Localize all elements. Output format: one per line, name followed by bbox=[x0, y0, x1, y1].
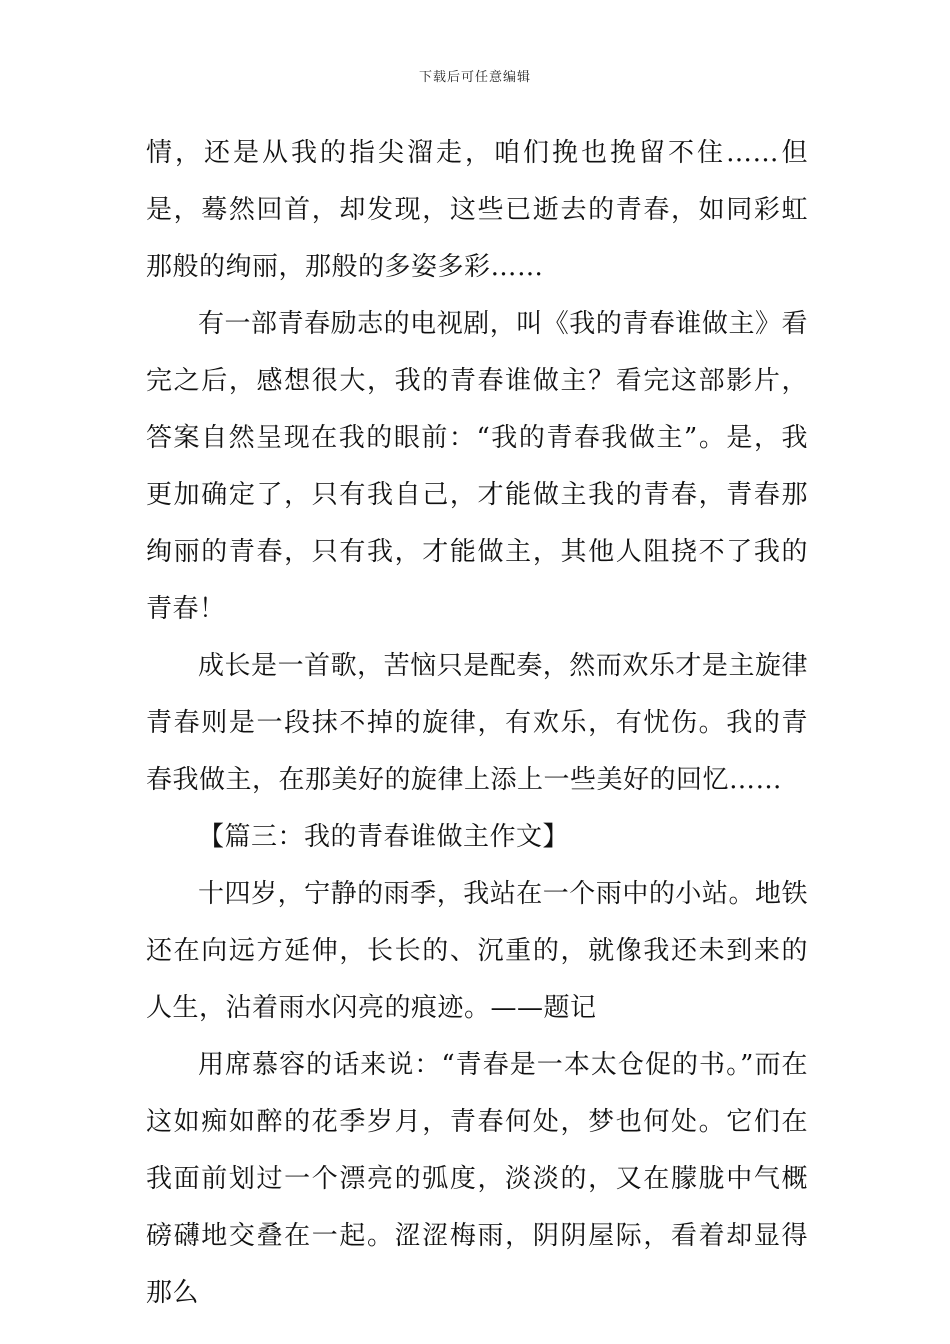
page-header: 下载后可任意编辑 bbox=[418, 70, 531, 85]
paragraph-4: 十四岁，宁静的雨季，我站在一个雨中的小站。地铁还在向远方延伸，长长的、沉重的，就像我还未到来的人生，沾着雨水闪亮的痕迹。——题记 bbox=[146, 879, 808, 1023]
document-body bbox=[146, 125, 808, 1322]
section-heading: 【篇三：我的青春谁做主作文】 bbox=[198, 822, 570, 852]
paragraph-2: 有一部青春励志的电视剧，叫《我的青春谁做主》看完之后，感想很大，我的青春谁做主？看完这部影片，答案自然呈现在我的眼前：“我的青春我做主”。是，我更加确定了，只有我自己，才能做主我的青春，青春那绚丽的青春，只有我，才能做主，其他人阻挠不了我的青春！ bbox=[146, 309, 808, 624]
paragraph-1: 情，还是从我的指尖溜走，咱们挽也挽留不住……但是，蓦然回首，却发现，这些已逝去的青春，如同彩虹那般的绚丽，那般的多姿多彩…… bbox=[146, 138, 808, 282]
paragraph-3: 成长是一首歌，苦恼只是配奏，然而欢乐才是主旋律青春则是一段抹不掉的旋律，有欢乐，有忧伤。我的青春我做主，在那美好的旋律上添上一些美好的回忆…… bbox=[146, 651, 808, 795]
paragraph-5: 用席慕容的话来说：“青春是一本太仓促的书。”而在这如痴如醉的花季岁月，青春何处，梦也何处。它们在我面前划过一个漂亮的弧度，淡淡的，又在朦胧中气概磅礴地交叠在一起。涩涩梅雨，阴阴屋际，看着却显得那么 bbox=[146, 1050, 808, 1308]
